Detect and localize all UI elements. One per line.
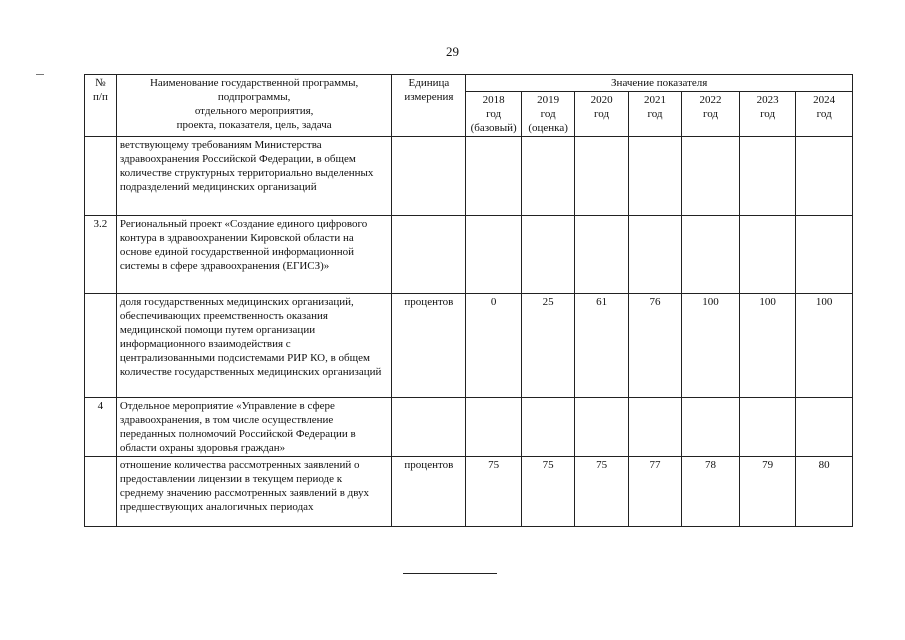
row-number [85,457,117,527]
footer-rule [403,573,497,574]
row-value: 25 [521,294,574,398]
row-value: 100 [796,294,853,398]
row-name: Региональный проект «Создание единого цифрового контура в здравоохранении Кировской области на основе единой государственной информационной системы в сфере здравоохранения (ЕГИСЗ)» [116,216,392,294]
row-value: 77 [628,457,681,527]
row-value: 0 [466,294,522,398]
row-number: 4 [85,398,117,457]
header-year: 2022 год [682,92,740,137]
scan-mark [36,74,44,75]
header-num [85,75,117,137]
row-name: доля государственных медицинских организаций, обеспечивающих преемственность оказания медицинской помощи путем организации информационного взаимодействия с централизованными подсистемами РИР КО, в общем количестве государственных медицинских организаций [116,294,392,398]
row-unit [392,137,466,216]
row-unit: процентов [392,294,466,398]
row-value [521,398,574,457]
table-header [85,75,853,137]
header-name-label: Наименование государственной программы, подпрограммы, отдельного мероприятия, проекта, показателя, цель, задача [149,77,359,131]
row-value [682,137,740,216]
row-value [521,137,574,216]
row-name: Отдельное мероприятие «Управление в сфере здравоохранения, в том числе осуществление переданных полномочий Российской Федерации в области охраны здоровья граждан» [116,398,392,457]
row-value [682,398,740,457]
header-year: 2024 год [796,92,853,137]
row-value [739,398,796,457]
header-unit-label: Единица измерения [404,77,454,103]
table-row [85,457,853,527]
row-value [796,216,853,294]
row-value [466,216,522,294]
header-unit [392,75,466,137]
row-value [682,216,740,294]
row-value [575,216,628,294]
indicators-table [84,74,853,527]
table-row [85,294,853,398]
table-row [85,398,853,457]
row-value: 79 [739,457,796,527]
header-year: 2020 год [575,92,628,137]
table-row [85,216,853,294]
header-year: 2023 год [739,92,796,137]
row-value [628,137,681,216]
page-number: 29 [446,44,459,59]
row-value: 78 [682,457,740,527]
row-number [85,137,117,216]
row-name: ветствующему требованиям Министерства здравоохранения Российской Федерации, в общем количестве структурных территориально выделенных подразделений медицинских организаций [116,137,392,216]
row-value: 80 [796,457,853,527]
row-number [85,294,117,398]
header-num-label: № п/п [93,77,108,103]
row-value [575,137,628,216]
row-value [628,216,681,294]
row-value [739,216,796,294]
table-row [85,137,853,216]
header-year: 2018 год (базовый) [466,92,522,137]
row-value: 100 [739,294,796,398]
row-value [628,398,681,457]
header-name [116,75,392,137]
row-value: 76 [628,294,681,398]
header-values-group: Значение показателя [466,75,853,92]
row-value [466,398,522,457]
header-year: 2019 год (оценка) [521,92,574,137]
row-unit [392,216,466,294]
row-value: 61 [575,294,628,398]
row-value [575,398,628,457]
row-unit [392,398,466,457]
row-value: 75 [575,457,628,527]
row-value [796,398,853,457]
row-name: отношение количества рассмотренных заявлений о предоставлении лицензии в текущем периоде к среднему значению рассмотренных заявлений в двух предшествующих аналогичных периодах [116,457,392,527]
row-value [521,216,574,294]
row-number: 3.2 [85,216,117,294]
row-value [796,137,853,216]
row-unit: процентов [392,457,466,527]
row-value: 100 [682,294,740,398]
header-year: 2021 год [628,92,681,137]
row-value [466,137,522,216]
row-value: 75 [521,457,574,527]
row-value: 75 [466,457,522,527]
row-value [739,137,796,216]
table-body [85,137,853,527]
